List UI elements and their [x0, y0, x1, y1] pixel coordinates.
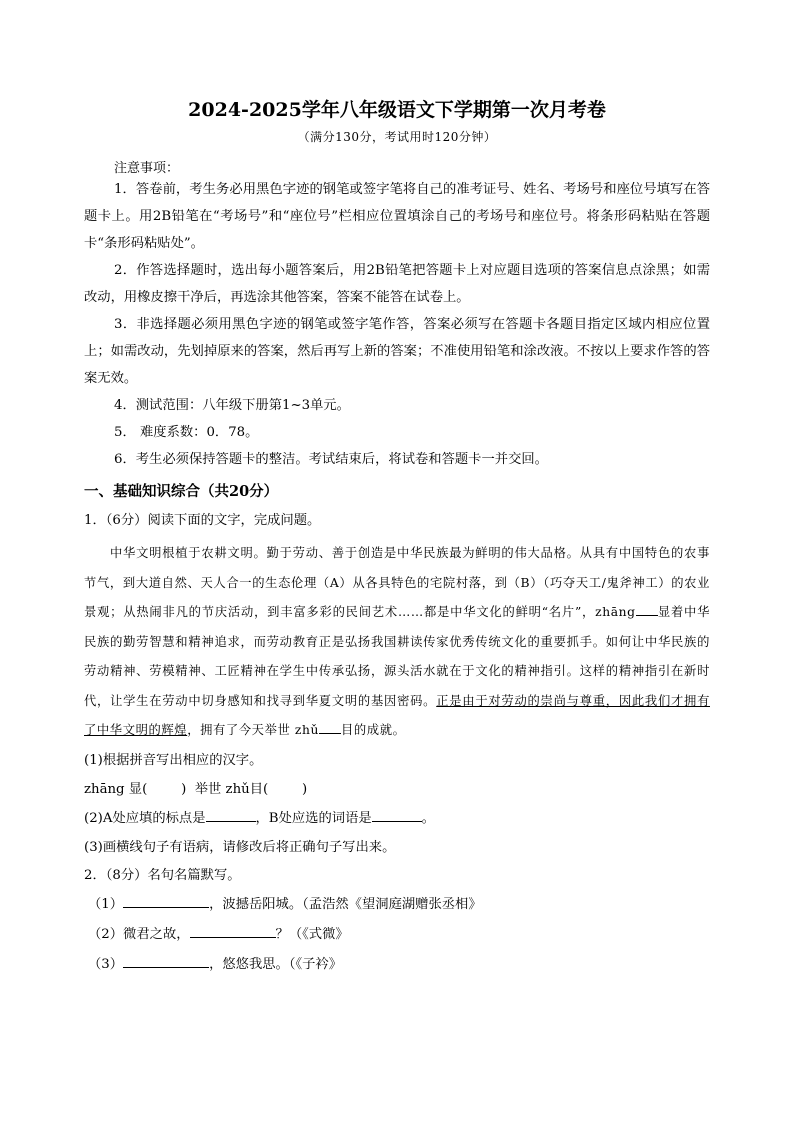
poem-line-2-text: ？（《式微》	[275, 926, 349, 942]
note-item-1: 1．答卷前，考生务必用黑色字迹的钢笔或签字笔将自己的准考证号、姓名、考场号和座位号填写在答题卡上。用2B铅笔在“考场号”和“座位号”栏相应位置填涂自己的考场号和座位号。将条形码粘贴在答题卡“条形码粘贴处”。	[84, 182, 710, 251]
poem-line-3-text: ，悠悠我思。（《子衿》	[209, 956, 343, 972]
section-heading: 一、基础知识综合（共20分）	[84, 483, 279, 500]
poem-line-1-num: （1）	[88, 896, 124, 912]
poem-line-2-num: （2）微君之故，	[88, 926, 190, 942]
passage-part-c: ，拥有了今天举世 zhǔ	[187, 723, 319, 737]
sub-question-2-part-c: 。	[421, 810, 435, 826]
blank-b-word[interactable]	[372, 807, 422, 822]
passage-part-b: 显着中华民族的勤劳智慧和精神追求，而劳动教育正是弘扬我国耕读传家优秀传统文化的重要抓手。如何让中华民族的劳动精神、劳模精神、工匠精神在学生中传承弘扬，源头活水就在于文化的精神指引。这样的精神指引在新时代，让学生在劳动中切身感知和找寻到华夏文明的基因密码。	[84, 605, 710, 708]
sub-question-2-part-a: (2)A处应填的标点是	[84, 810, 206, 826]
underlined-sentence: 正是由于对劳动的崇尚与尊重，因此我们才拥有了中华文明的辉煌	[84, 693, 710, 737]
poem-line-2	[84, 920, 710, 950]
poem-line-1	[84, 890, 710, 920]
note-item-2: 2．作答选择题时，选出每小题答案后，用2B铅笔把答题卡上对应题目选项的答案信息点涂黑；如需改动，用橡皮擦干净后，再选涂其他答案，答案不能答在试卷上。	[84, 263, 710, 305]
exam-subtitle: （满分130分，考试用时120分钟）	[297, 130, 497, 144]
poem-blank-1[interactable]	[123, 893, 209, 908]
poem-line-3	[84, 950, 710, 980]
sub-question-3: (3)画横线句子有语病，请修改后将正确句子写出来。	[84, 839, 396, 855]
note-item-3: 3．非选择题必须用黑色字迹的钢笔或签字笔作答，答案必须写在答题卡各题目指定区域内相应位置上；如需改动，先划掉原来的答案，然后再写上新的答案；不准使用铅笔和涂改液。不按以上要求作答的答案无效。	[84, 317, 710, 386]
sub-question-1: (1)根据拼音写出相应的汉字。	[84, 752, 263, 768]
poem-blank-3[interactable]	[123, 953, 209, 968]
poem-line-3-num: （3）	[88, 956, 124, 972]
passage-part-d: 目的成就。	[341, 723, 406, 737]
blank-zhang[interactable]	[636, 601, 658, 616]
note-item-4: 4．测试范围：八年级下册第1~3单元。	[114, 398, 350, 413]
poem-blank-2[interactable]	[190, 923, 276, 938]
question-1-stem: 1．（6分）阅读下面的文字，完成问题。	[84, 513, 321, 528]
sub-question-1-answer[interactable]: zhāng 显( ) 举世 zhǔ目( )	[84, 781, 308, 797]
sub-question-2-part-b: ，B处应选的词语是	[255, 810, 372, 826]
blank-a-punctuation[interactable]	[206, 807, 256, 822]
question-2-stem: 2．（8分）名句名篇默写。	[84, 867, 241, 883]
notes-list	[84, 176, 710, 473]
exam-title: 2024-2025学年八年级语文下学期第一次月考卷	[188, 99, 606, 121]
note-item-6: 6．考生必须保持答题卡的整洁。考试结束后，将试卷和答题卡一并交回。	[114, 452, 548, 467]
question-1-passage	[84, 539, 710, 746]
poem-line-1-text: ，波撼岳阳城。（孟浩然《望洞庭湖赠张丞相》	[209, 896, 482, 912]
passage-part-a: 中华文明根植于农耕文明。勤于劳动、善于创造是中华民族最为鲜明的伟大品格。从具有中国特色的农事节气，到大道自然、天人合一的生态伦理（A）从各具特色的宅院村落，到（B）（巧夺天工/鬼斧神工）的农业景观；从热闹非凡的节庆活动，到丰富多彩的民间艺术……都是中华文化的鲜明“名片”，zhāng	[84, 546, 710, 619]
notes-heading: 注意事项：	[114, 161, 180, 176]
sub-question-2	[84, 804, 710, 833]
note-item-5: 5． 难度系数：0．78。	[114, 425, 259, 440]
blank-zhu[interactable]	[319, 719, 341, 734]
